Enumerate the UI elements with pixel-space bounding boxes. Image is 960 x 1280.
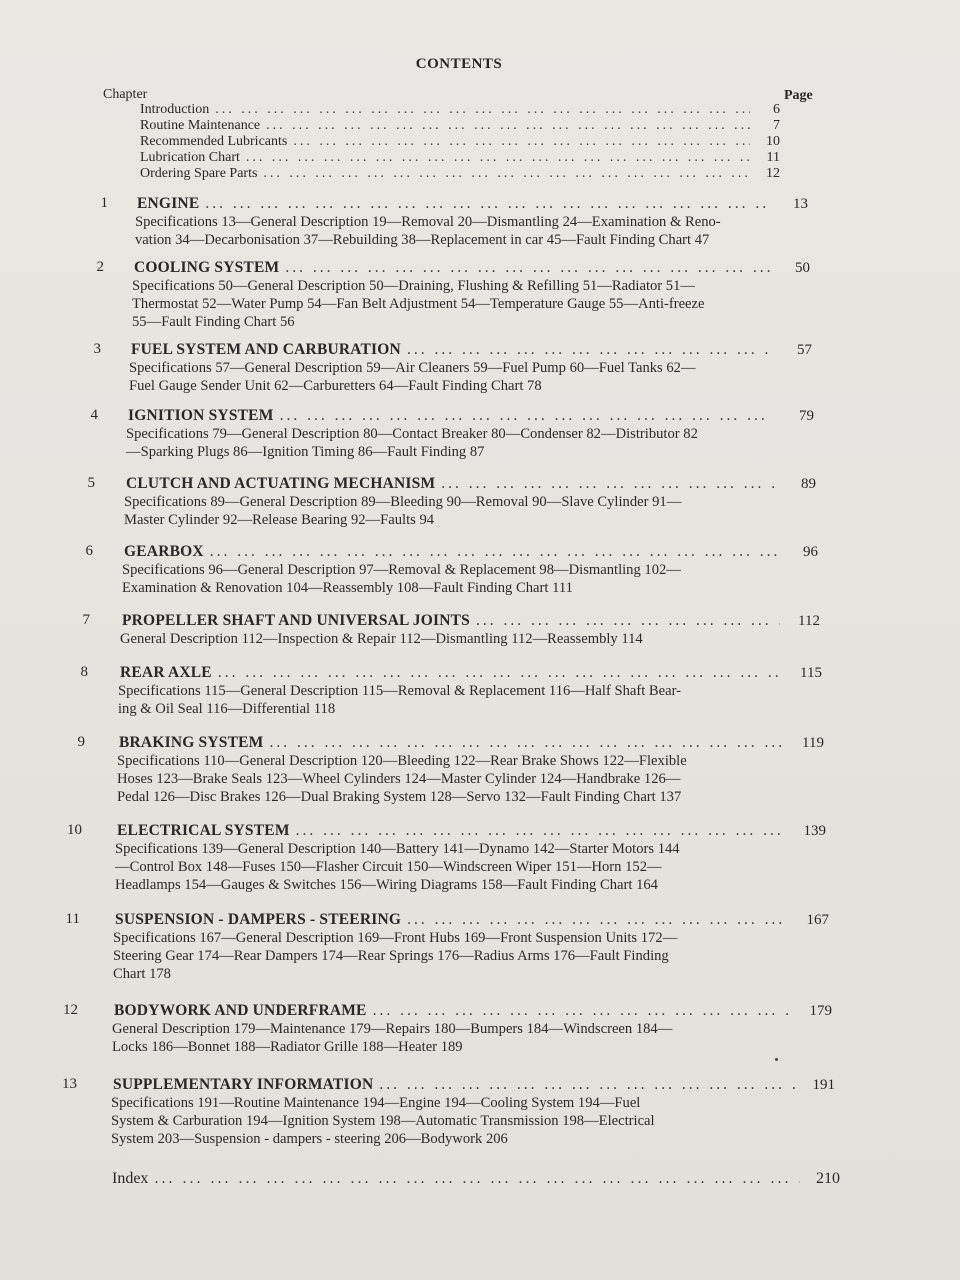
section-line: Chart 178	[113, 966, 171, 982]
chapter-number: 4	[90, 407, 98, 423]
chapter-page: 89	[801, 476, 816, 492]
chapter-heading	[113, 1076, 835, 1094]
leader-dots	[209, 102, 750, 118]
section-line: Thermostat 52—Water Pump 54—Fan Belt Adjustment 54—Temperature Gauge 55—Anti-freeze	[132, 296, 705, 312]
toc-intro-row	[140, 102, 780, 118]
chapter-title: COOLING SYSTEM	[134, 259, 280, 276]
toc-intro-page: 12	[766, 166, 780, 181]
chapter-number: 12	[63, 1002, 78, 1018]
chapter-sections	[112, 1020, 810, 1056]
chapter-title: BRAKING SYSTEM	[119, 734, 264, 751]
chapter-title: ENGINE	[137, 195, 200, 212]
section-line: Specifications 191—Routine Maintenance 194—Engine 194—Cooling System 194—Fuel	[111, 1095, 641, 1111]
section-line: Fuel Gauge Sender Unit 62—Carburetters 64—Fault Finding Chart 78	[129, 378, 542, 394]
toc-intro-label: Introduction	[140, 102, 210, 117]
chapter-sections	[135, 213, 786, 249]
leader-dots	[260, 118, 750, 134]
section-line: Steering Gear 174—Rear Dampers 174—Rear Springs 176—Radius Arms 176—Fault Finding	[113, 948, 669, 964]
chapter-page: 179	[809, 1003, 832, 1019]
toc-index-row	[112, 1170, 840, 1190]
chapter-number: 1	[100, 195, 108, 211]
section-line: Specifications 167—General Description 169—Front Hubs 169—Front Suspension Units 172—	[113, 930, 678, 946]
section-line: 55—Fault Finding Chart 56	[132, 314, 295, 330]
section-line: Specifications 50—General Description 50—Draining, Flushing & Refilling 51—Radiator 51—	[132, 278, 695, 294]
chapter-page: 119	[802, 735, 824, 751]
leader-dots	[287, 134, 750, 150]
paper-speck	[775, 1058, 778, 1061]
chapter-page: 50	[795, 260, 810, 276]
section-line: System 203—Suspension - dampers - steering 206—Bodywork 206	[111, 1131, 508, 1147]
chapter-page: 167	[806, 912, 829, 928]
leader-dots	[401, 911, 789, 929]
chapter-sections	[111, 1094, 813, 1148]
page-column-header: Page	[784, 88, 813, 103]
chapter-number: 3	[93, 341, 101, 357]
section-line: Specifications 110—General Description 120—Bleeding 122—Rear Brake Shows 122—Flexible	[117, 753, 687, 769]
section-line: —Sparking Plugs 86—Ignition Timing 86—Fault Finding 87	[126, 444, 485, 460]
section-line: General Description 112—Inspection & Repair 112—Dismantling 112—Reassembly 114	[120, 631, 643, 647]
chapter-heading	[137, 195, 808, 213]
chapter-number: 7	[82, 612, 90, 628]
leader-dots	[263, 734, 784, 752]
chapter-heading	[119, 734, 824, 752]
toc-intro-page: 11	[766, 150, 780, 165]
section-line: Pedal 126—Disc Brakes 126—Dual Braking System 128—Servo 132—Fault Finding Chart 137	[117, 789, 682, 805]
leader-dots	[257, 166, 750, 182]
chapter-heading	[128, 407, 814, 425]
chapter-number: 6	[85, 543, 93, 559]
chapter-sections	[120, 630, 798, 648]
chapter-number: 13	[62, 1076, 77, 1092]
chapter-column-header: Chapter	[103, 87, 148, 102]
leader-dots	[148, 1170, 800, 1188]
chapter-number: 2	[96, 259, 104, 275]
chapter-title: GEARBOX	[124, 543, 204, 560]
section-line: Specifications 79—General Description 80—Contact Breaker 80—Condenser 82—Distributor 82	[126, 426, 698, 442]
chapter-heading	[134, 259, 810, 277]
leader-dots	[470, 612, 780, 630]
chapter-page: 13	[793, 196, 808, 212]
chapter-heading	[122, 612, 820, 630]
chapter-number: 11	[65, 911, 80, 927]
toc-intro-page: 6	[773, 102, 780, 117]
section-line: General Description 179—Maintenance 179—Repairs 180—Bumpers 184—Windscreen 184—	[112, 1021, 673, 1037]
chapter-page: 115	[800, 665, 822, 681]
chapter-sections	[117, 752, 802, 806]
section-line: vation 34—Decarbonisation 37—Rebuilding 38—Replacement in car 45—Fault Finding Chart 47	[135, 232, 710, 248]
section-line: Master Cylinder 92—Release Bearing 92—Faults 94	[124, 512, 435, 528]
leader-dots	[274, 407, 774, 425]
chapter-sections	[122, 561, 796, 597]
section-line: Specifications 96—General Description 97—Removal & Replacement 98—Dismantling 102—	[122, 562, 681, 578]
chapter-sections	[124, 493, 794, 529]
leader-dots	[401, 341, 772, 359]
section-line: Examination & Renovation 104—Reassembly 108—Fault Finding Chart 111	[122, 580, 573, 596]
page-title: CONTENTS	[415, 56, 503, 72]
toc-intro-label: Ordering Spare Parts	[140, 166, 258, 181]
section-line: Locks 186—Bonnet 188—Radiator Grille 188—Heater 189	[112, 1039, 463, 1055]
chapter-heading	[120, 664, 822, 682]
chapter-page: 191	[812, 1077, 835, 1093]
chapter-title: FUEL SYSTEM AND CARBURATION	[131, 341, 401, 358]
section-line: Headlamps 154—Gauges & Switches 156—Wiring Diagrams 158—Fault Finding Chart 164	[115, 877, 658, 893]
toc-intro-row	[140, 118, 780, 134]
chapter-page: 96	[803, 544, 818, 560]
section-line: Specifications 139—General Description 140—Battery 141—Dynamo 142—Starter Motors 144	[115, 841, 680, 857]
chapter-heading	[131, 341, 812, 359]
chapter-number: 10	[67, 822, 82, 838]
chapter-page: 57	[797, 342, 812, 358]
section-line: System & Carburation 194—Ignition System 198—Automatic Transmission 198—Electrical	[111, 1113, 655, 1129]
index-page: 210	[816, 1170, 840, 1187]
chapter-sections	[113, 929, 807, 983]
chapter-title: ELECTRICAL SYSTEM	[117, 822, 290, 839]
leader-dots	[435, 475, 776, 493]
leader-dots	[367, 1002, 792, 1020]
chapter-page: 139	[803, 823, 826, 839]
chapter-title: IGNITION SYSTEM	[128, 407, 274, 424]
leader-dots	[204, 543, 778, 561]
chapter-heading	[117, 822, 826, 840]
toc-intro-row	[140, 134, 780, 150]
chapter-heading	[126, 475, 816, 493]
section-line: Specifications 13—General Description 19—Removal 20—Dismantling 24—Examination & Reno-	[135, 214, 721, 230]
chapter-title: SUSPENSION - DAMPERS - STEERING	[115, 911, 402, 928]
chapter-page: 79	[799, 408, 814, 424]
section-line: Hoses 123—Brake Seals 123—Wheel Cylinders 124—Master Cylinder 124—Handbrake 126—	[117, 771, 681, 787]
leader-dots	[279, 259, 770, 277]
index-label: Index	[112, 1170, 149, 1187]
chapter-number: 5	[87, 475, 95, 491]
leader-dots	[212, 664, 782, 682]
chapter-title: PROPELLER SHAFT AND UNIVERSAL JOINTS	[122, 612, 470, 629]
chapter-title: BODYWORK AND UNDERFRAME	[114, 1002, 367, 1019]
chapter-sections	[115, 840, 804, 894]
section-line: Specifications 115—General Description 115—Removal & Replacement 116—Half Shaft Bear-	[118, 683, 682, 699]
toc-intro-page: 7	[773, 118, 780, 133]
chapter-sections	[132, 277, 788, 331]
toc-intro-label: Lubrication Chart	[140, 150, 240, 165]
chapter-page: 112	[798, 613, 820, 629]
leader-dots	[199, 195, 768, 213]
chapter-heading	[115, 911, 829, 929]
leader-dots	[373, 1076, 795, 1094]
section-line: —Control Box 148—Fuses 150—Flasher Circuit 150—Windscreen Wiper 151—Horn 152—	[115, 859, 662, 875]
section-line: ing & Oil Seal 116—Differential 118	[118, 701, 336, 717]
toc-intro-row	[140, 166, 780, 182]
toc-intro-row	[140, 150, 780, 166]
toc-intro-label: Routine Maintenance	[140, 118, 261, 133]
leader-dots	[290, 822, 786, 840]
leader-dots	[240, 150, 750, 166]
section-line: Specifications 89—General Description 89—Bleeding 90—Removal 90—Slave Cylinder 91—	[124, 494, 682, 510]
chapter-sections	[129, 359, 790, 395]
toc-intro-page: 10	[766, 134, 780, 149]
chapter-heading	[124, 543, 818, 561]
chapter-number: 9	[77, 734, 85, 750]
chapter-heading	[114, 1002, 832, 1020]
section-line: Specifications 57—General Description 59—Air Cleaners 59—Fuel Pump 60—Fuel Tanks 62—	[129, 360, 696, 376]
chapter-title: REAR AXLE	[120, 664, 212, 681]
toc-intro-label: Recommended Lubricants	[140, 134, 288, 149]
chapter-number: 8	[80, 664, 88, 680]
chapter-sections	[118, 682, 800, 718]
chapter-sections	[126, 425, 792, 461]
chapter-title: CLUTCH AND ACTUATING MECHANISM	[126, 475, 436, 492]
chapter-title: SUPPLEMENTARY INFORMATION	[113, 1076, 374, 1093]
